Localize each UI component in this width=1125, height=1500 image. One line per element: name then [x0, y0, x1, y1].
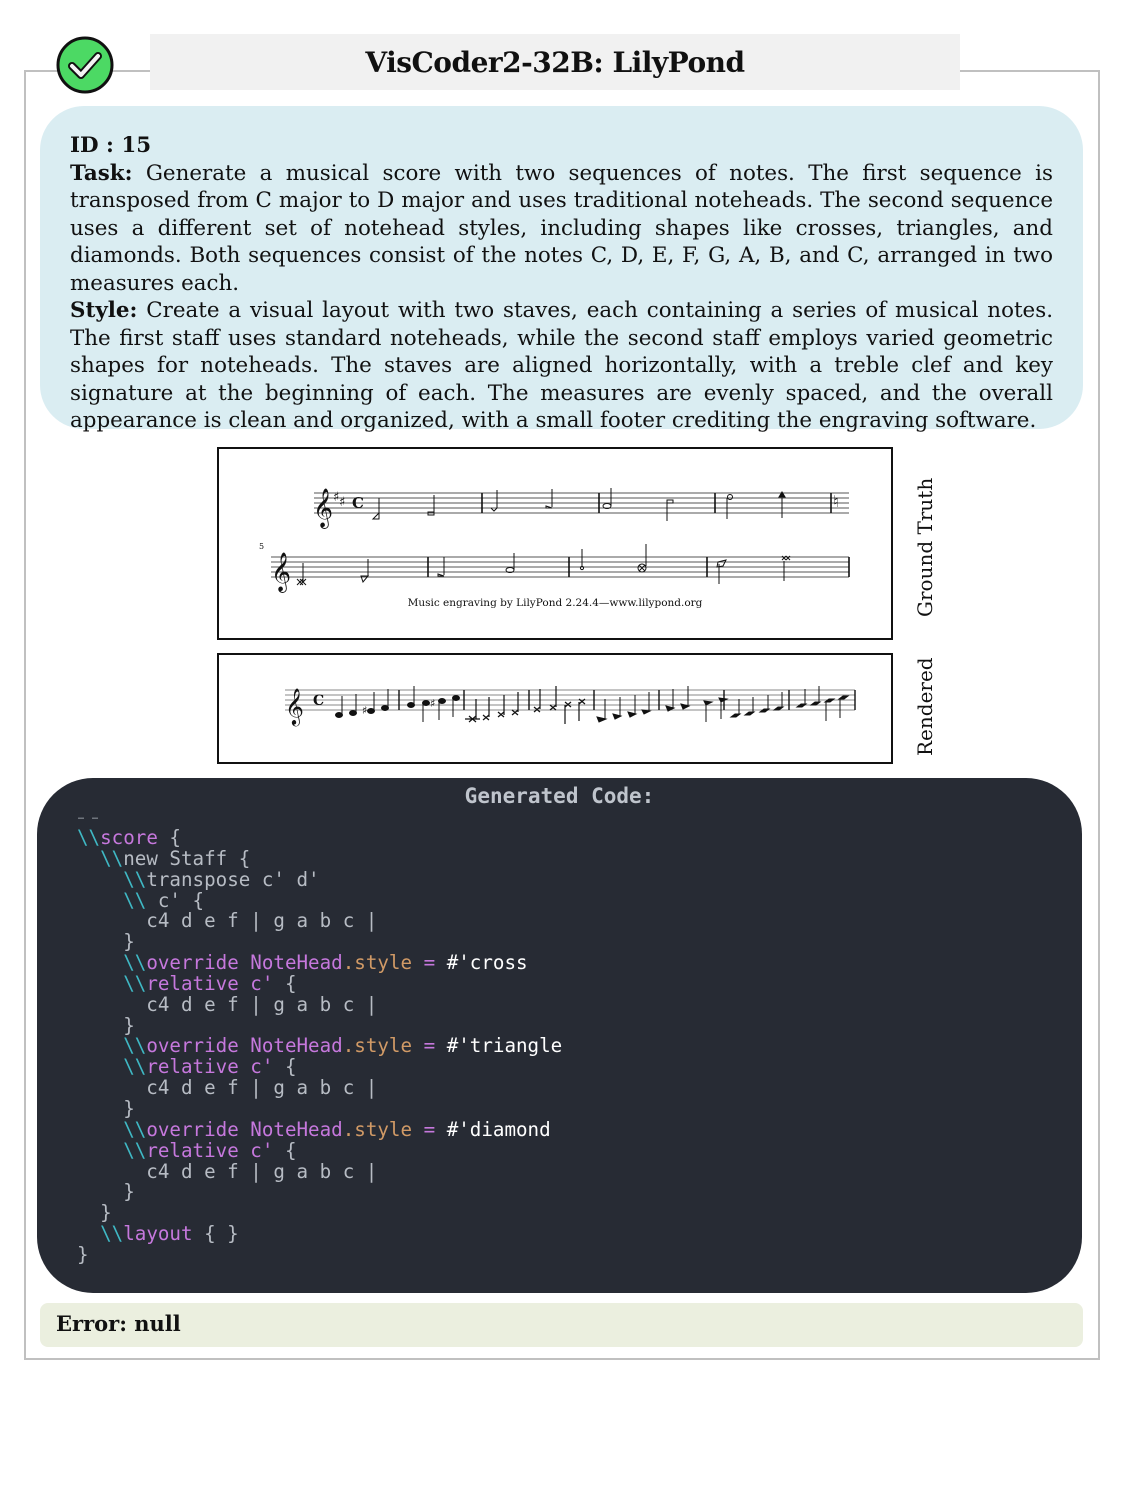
sharp-icon: ♯ [339, 495, 346, 510]
common-time-text: C [313, 693, 325, 709]
style-text: Create a visual layout with two staves, each containing a series of musical notes. The first staff uses standard noteheads, while the second staff employs varied geometric shapes for noteheads. The staves are aligned horizontally, with a treble clef and key signature at the beginning of each. The measures are evenly spaced, and the overall appearance is clean and organized, with a small footer crediting the engraving software. [70, 298, 1053, 433]
generated-code-panel [37, 778, 1082, 1293]
sharp-icon: ♯ [362, 704, 368, 717]
error-message [40, 1303, 1083, 1347]
ground-truth-image [217, 447, 893, 640]
treble-clef-icon: 𝄞 [285, 687, 304, 725]
treble-clef-icon: 𝄞 [271, 552, 292, 592]
style-label: Style: [70, 298, 138, 323]
ground-truth-label: Ground Truth [913, 477, 937, 617]
code-content: \\score { \\new Staff { \\transpose c' d' \\ c' { c4 d e f | g a b c | } \\override NoteHead.style = #'cross \\relative c' { c4 d e f | g a b c | } \\override NoteHead.style = #'triangle \\relative c' { c4 d e f | g a b c | } \\override NoteHead.style = #'diamond \\relative c' { c4 d e f | g a b c | } } \\layout { } } [77, 826, 563, 1266]
sharp-icon: ♯ [430, 697, 436, 710]
check-circle-icon [56, 36, 114, 94]
task-text: Generate a musical score with two sequences of notes. The first sequence is transposed from C major to D major and uses traditional noteheads. The second sequence uses a different set of notehead styles, including shapes like crosses, triangles, and diamonds. Both sequences consist of the notes C, D, E, F, G, A, B, and C, arranged in two measures each. [70, 160, 1053, 296]
code-ellipsis: … … [78, 811, 100, 822]
rendered-label: Rendered [913, 657, 937, 756]
ground-truth-score [219, 449, 890, 637]
rendered-image [217, 653, 893, 764]
task-paragraph [70, 160, 1053, 298]
title-bar [150, 34, 960, 90]
common-time-text: C [352, 494, 364, 512]
sharp-icon: ♯ [333, 490, 340, 505]
task-id: ID : 15 [70, 133, 152, 158]
error-text: Error: null [56, 1311, 181, 1336]
code-title: Generated Code: [464, 784, 655, 808]
task-description-box [40, 106, 1083, 433]
page-title: VisCoder2-32B: LilyPond [365, 45, 745, 79]
style-paragraph [70, 297, 1053, 435]
treble-clef-icon: 𝄞 [313, 488, 334, 528]
engraving-footer: Music engraving by LilyPond 2.24.4—www.lilypond.org [407, 597, 703, 609]
natural-icon: ♮ [833, 492, 839, 511]
system-number: 5 [259, 542, 265, 551]
task-label: Task: [70, 160, 133, 186]
rendered-score [219, 655, 890, 761]
